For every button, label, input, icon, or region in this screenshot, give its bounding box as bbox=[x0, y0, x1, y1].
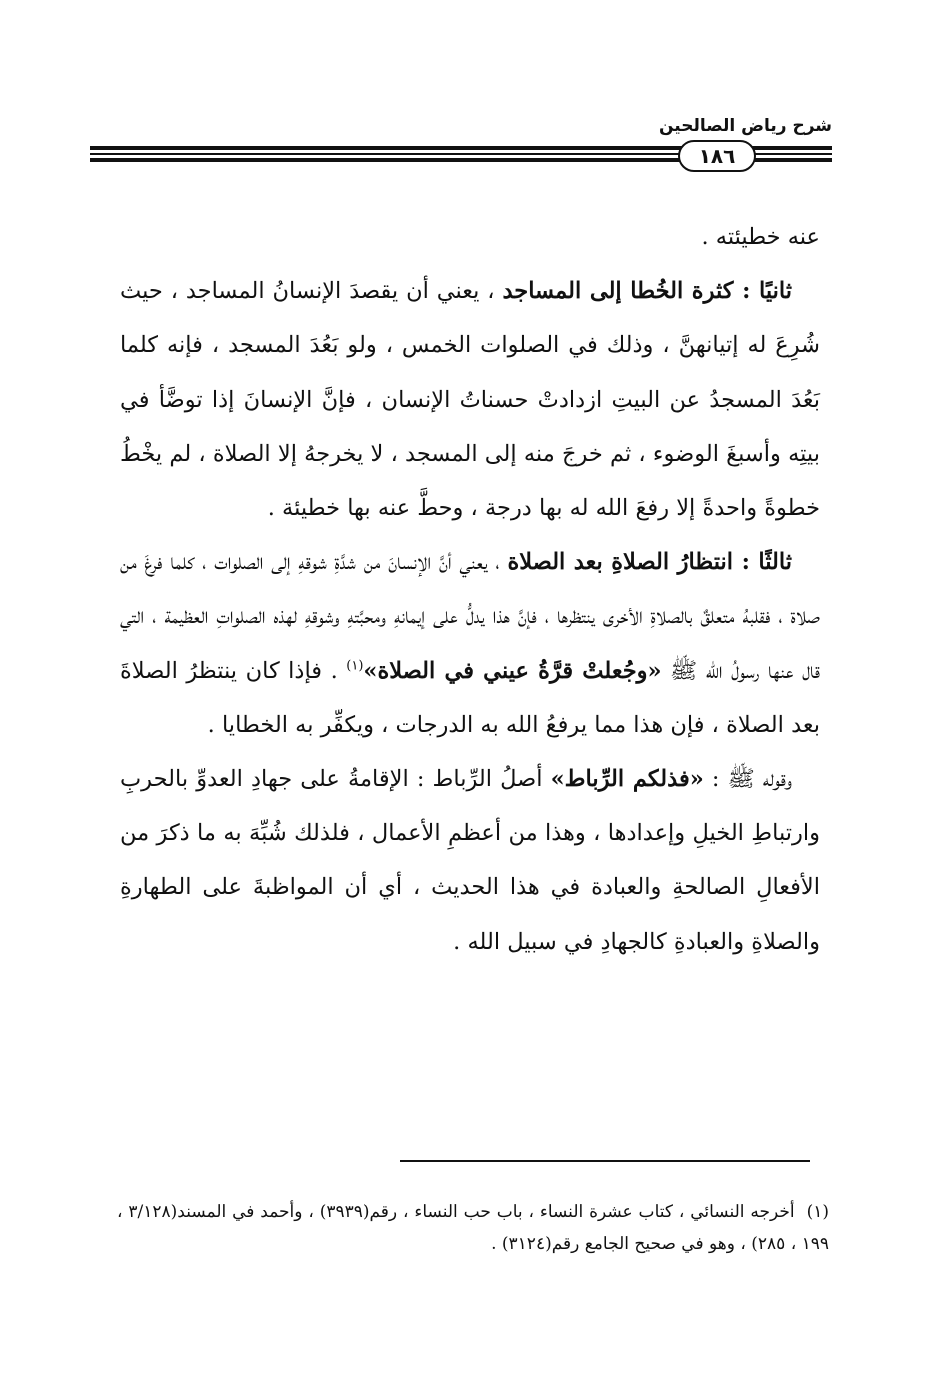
footnote-reference: (١) bbox=[346, 658, 364, 674]
main-text bbox=[120, 210, 820, 969]
paragraph-3-text-b: . فإذا كان ينتظرُ الصلاةَ بعد الصلاة ، فإن هذا مما يرفعُ الله به الدرجات ، ويكفِّر به الخطايا . bbox=[120, 657, 820, 738]
paragraph-4 bbox=[120, 752, 820, 969]
footnote-1-text: أخرجه النسائي ، كتاب عشرة النساء ، باب حب النساء ، رقم(٣٩٣٩) ، وأحمد في المسند(٣/١٢٨ ، ١٩٩ ، ٢٨٥) ، وهو في صحيح الجامع رقم(٣١٢٤) . bbox=[117, 1202, 829, 1254]
paragraph-3 bbox=[120, 535, 820, 752]
running-title: شرح رياض الصالحين bbox=[658, 116, 832, 136]
page-number: ١٨٦ bbox=[678, 140, 756, 172]
paragraph-2-label: ثانيًا : bbox=[733, 278, 792, 305]
footnotes bbox=[117, 1196, 829, 1260]
page-header bbox=[90, 110, 832, 180]
footnote-1-mark: (١) bbox=[806, 1202, 830, 1222]
paragraph-4-text-b: أصلُ الرِّباط : الإقامةُ على جهادِ العدوِّ بالحربِ وارتباطِ الخيلِ وإعدادها ، وهذا من أعظمِ الأعمال ، فلذلك شُبِّهَ به ما ذكرَ من الأفعالِ الصالحةِ والعبادة في هذا الحديث ، أي أن المواظبةَ على الطهارةِ والصلاةِ والعبادةِ كالجهادِ في سبيل الله . bbox=[120, 766, 820, 955]
paragraph-2-heading: كثرة الخُطا إلى المساجد bbox=[502, 278, 734, 305]
paragraph-3-text-a: ، يعني أنَّ الإنسانَ من شدَّةِ شوقهِ إلى الصلوات ، كلما فرغَ من صلاة ، فقلبهُ متعلقٌ بالصلاةِ الأخرى ينتظرها ، فإنَّ هذا يدلُّ على إيمانهِ ومحبَّتهِ وشوقهِ لهذه الصلواتِ العظيمة ، التي قال عنها رسولُ الله ﷺ bbox=[120, 549, 821, 684]
paragraph-2 bbox=[120, 264, 820, 535]
paragraph-2-text: ، يعني أن يقصدَ الإنسانُ المساجد ، حيث شُرِعَ له إتيانهنَّ ، وذلك في الصلوات الخمس ، ولو بَعُدَ المسجد ، فإنه كلما بَعُدَ المسجدُ عن البيتِ ازدادتْ حسناتُ الإنسان ، فإنَّ الإنسانَ إذا توضَّأ في بيتِه وأسبغَ الوضوء ، ثم خرجَ منه إلى المسجد ، لا يخرجهُ إلا الصلاة ، لم يخْطُ خطوةً واحدةً إلا رفعَ الله له بها درجة ، وحطَّ عنه بها خطيئة . bbox=[120, 278, 820, 522]
hadith-quote: «وجُعلتْ قرَّةُ عيني في الصلاة» bbox=[363, 657, 662, 684]
paragraph-4-text-a: وقوله ﷺ : bbox=[703, 766, 793, 793]
footnote-divider bbox=[400, 1160, 810, 1162]
paragraph-3-heading: انتظارُ الصلاةِ بعد الصلاة bbox=[507, 549, 734, 576]
ribat-quote: «فذلكم الرِّباط» bbox=[550, 766, 704, 793]
paragraph-1: عنه خطيئته . bbox=[701, 224, 820, 250]
paragraph-3-label: ثالثًا : bbox=[733, 549, 792, 576]
